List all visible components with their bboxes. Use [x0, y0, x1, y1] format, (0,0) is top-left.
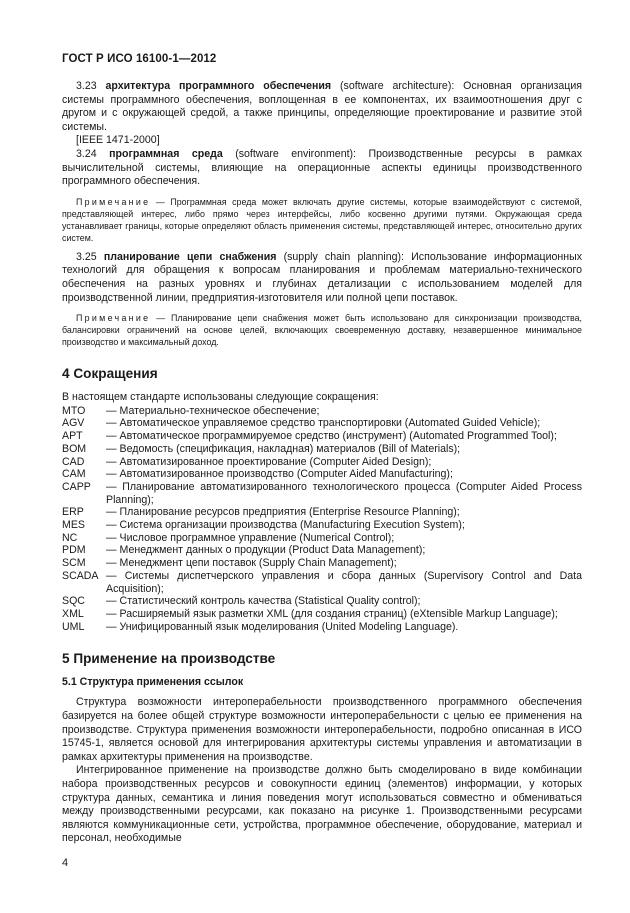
- abbreviation-definition: — Унифицированный язык моделирования (United Modeling Language).: [106, 620, 459, 633]
- def-number: 3.25: [76, 250, 97, 263]
- definition-3-23: [62, 80, 582, 134]
- note-text: — Планирование цепи снабжения может быть использовано для синхронизации производства, балансировки ограничений на основе целей, включающих своевременную доставку, незавершенное минимальное производство и максимальный доход.: [62, 313, 582, 348]
- abbreviation-list: [62, 405, 582, 634]
- abbreviation-definition: — Статистический контроль качества (Statistical Quality control);: [106, 595, 421, 608]
- abbreviation-code: MES: [62, 519, 85, 532]
- abbreviation-row: [62, 621, 582, 634]
- page-number: 4: [62, 857, 69, 869]
- abbreviation-row: [62, 608, 582, 621]
- abbreviation-row: [62, 557, 582, 570]
- abbreviation-row: [62, 519, 582, 532]
- abbreviation-code: UML: [62, 620, 85, 633]
- body-paragraph: Интегрированное применение на производстве должно быть смоделировано в виде комбинации набора производственных ресурсов и совокупности единиц (элементов) информации, у которых структура данных, семантика и линия поведения могут использоваться совместно и обмениваться между производственными ресурсами, как показано на рисунке 1. Производственными ресурсами являются коммуникационные сети, устройства, программное обеспечение, оборудование, материал и персонал, необходимые: [62, 764, 582, 845]
- abbreviation-row: [62, 417, 582, 430]
- abbreviation-code: AGV: [62, 417, 85, 430]
- abbreviation-definition: — Ведомость (спецификация, накладная) материалов (Bill of Materials);: [106, 442, 461, 455]
- definition-3-24: [62, 148, 582, 189]
- abbreviation-definition: — Материально-техническое обеспечение;: [106, 404, 320, 417]
- abbreviation-code: SCADA: [62, 569, 99, 582]
- abbreviation-code: ERP: [62, 506, 84, 519]
- abbreviation-code: PDM: [62, 544, 86, 557]
- note-label: Примечание: [76, 313, 151, 324]
- def-number: 3.23: [76, 80, 97, 92]
- def-note: [62, 312, 582, 348]
- abbreviation-row: [62, 456, 582, 469]
- abbreviation-definition: — Система организации производства (Manufacturing Execution System);: [106, 519, 465, 532]
- abbreviation-definition: — Автоматизированное проектирование (Computer Aided Design);: [106, 455, 432, 468]
- abbreviation-code: SCM: [62, 557, 86, 570]
- note-text: — Программная среда может включать другие системы, которые взаимодействуют с системой, представляющей интерес, либо прямо через интерфейсы, либо косвенно другими путями. Окружающая среда устанавливает границы, которые определяют область применения системы, представляющей интерес, относительно других систем.: [62, 196, 582, 243]
- abbreviation-row: [62, 544, 582, 557]
- abbreviation-definition: — Планирование ресурсов предприятия (Enterprise Resource Planning);: [106, 506, 460, 519]
- abbreviation-code: MTO: [62, 404, 86, 417]
- abbreviation-code: SQC: [62, 595, 85, 608]
- section-4-heading: 4 Сокращения: [62, 366, 158, 382]
- abbreviation-row: [62, 443, 582, 456]
- def-number: 3.24: [76, 147, 97, 160]
- running-header: ГОСТ Р ИСО 16100-1—2012: [62, 53, 217, 65]
- note-label: Примечание: [76, 196, 151, 207]
- def-text: (software environment): Производственные ресурсы в рамках вычислительной системы, влияющие на операционные аспекты единицы производственного программного обеспечения.: [62, 147, 582, 188]
- abbreviation-code: CAM: [62, 468, 86, 481]
- abbreviation-row: [62, 506, 582, 519]
- body-paragraph: Структура возможности интероперабельности производственного программного обеспечения базируется на более общей структуре возможности интероперабельности с целью ее применения на производстве. Структура применения возможности интероперабельности, подробно описанная в ИСО 15745-1, является основой для интегрирования архитектуры системы управления и автоматизации в рамках архитектуры применения на производстве.: [62, 696, 582, 763]
- abbreviation-definition: — Менеджмент цепи поставок (Supply Chain Management);: [106, 557, 397, 570]
- abbreviation-row: [62, 468, 582, 481]
- abbreviation-row: [62, 405, 582, 418]
- abbreviation-definition: — Системы диспетчерского управления и сбора данных (Supervisory Control and Data Acquisition);: [106, 569, 582, 595]
- abbreviation-row: [62, 532, 582, 545]
- abbreviation-definition: — Автоматическое управляемое средство транспортировки (Automated Guided Vehicle);: [106, 417, 541, 430]
- abbreviation-code: CAD: [62, 455, 85, 468]
- def-term: программная среда: [109, 147, 223, 160]
- abbreviation-definition: — Автоматическое программируемое средство (инструмент) (Automated Programmed Tool);: [106, 430, 557, 443]
- abbreviation-definition: — Автоматизированное производство (Computer Aided Manufacturing);: [106, 468, 453, 481]
- def-text: (software architecture): Основная организация системы программного обеспечения, воплощенная в ее компонентах, их взаимоотношения друг с другом и с окружающей средой, а также принципы, определяющие проектирование и развитие этой системы.: [62, 80, 583, 133]
- definition-3-25: [62, 251, 582, 305]
- abbreviation-code: CAPP: [62, 480, 91, 493]
- subsection-5-1-heading: 5.1 Структура применения ссылок: [62, 676, 244, 689]
- abbreviation-code: BOM: [62, 442, 87, 455]
- abbreviation-definition: — Менеджмент данных о продукции (Product Data Management);: [106, 544, 426, 557]
- def-text: (supply chain planning): Использование информационных технологий для обращения к вопросам планирования и проблемам материально-технического обеспечения на разных уровнях и глубинах детализации с использованием моделей для производственной линии, предприятия-изготовителя или полной цепи поставок.: [62, 250, 582, 304]
- abbreviation-code: APT: [62, 430, 83, 443]
- abbreviation-definition: — Планирование автоматизированного технологического процесса (Computer Aided Process Planning);: [106, 480, 582, 506]
- def-note: [62, 196, 582, 244]
- abbreviations-intro: В настоящем стандарте использованы следующие сокращения:: [62, 391, 379, 404]
- abbreviation-row: [62, 481, 582, 506]
- def-term: планирование цепи снабжения: [103, 250, 277, 263]
- abbreviation-code: NC: [62, 531, 78, 544]
- abbreviation-row: [62, 430, 582, 443]
- def-term: архитектура программного обеспечения: [105, 80, 332, 92]
- abbreviation-row: [62, 570, 582, 595]
- abbreviation-row: [62, 595, 582, 608]
- abbreviation-definition: — Расширяемый язык разметки XML (для создания страниц) (eXtensible Markup Language);: [106, 607, 558, 620]
- page-content: [62, 80, 582, 846]
- abbreviation-definition: — Числовое программное управление (Numerical Control);: [106, 531, 395, 544]
- def-reference: [IEEE 1471-2000]: [76, 134, 160, 147]
- abbreviation-code: XML: [62, 607, 84, 620]
- section-5-heading: 5 Применение на производстве: [62, 651, 276, 667]
